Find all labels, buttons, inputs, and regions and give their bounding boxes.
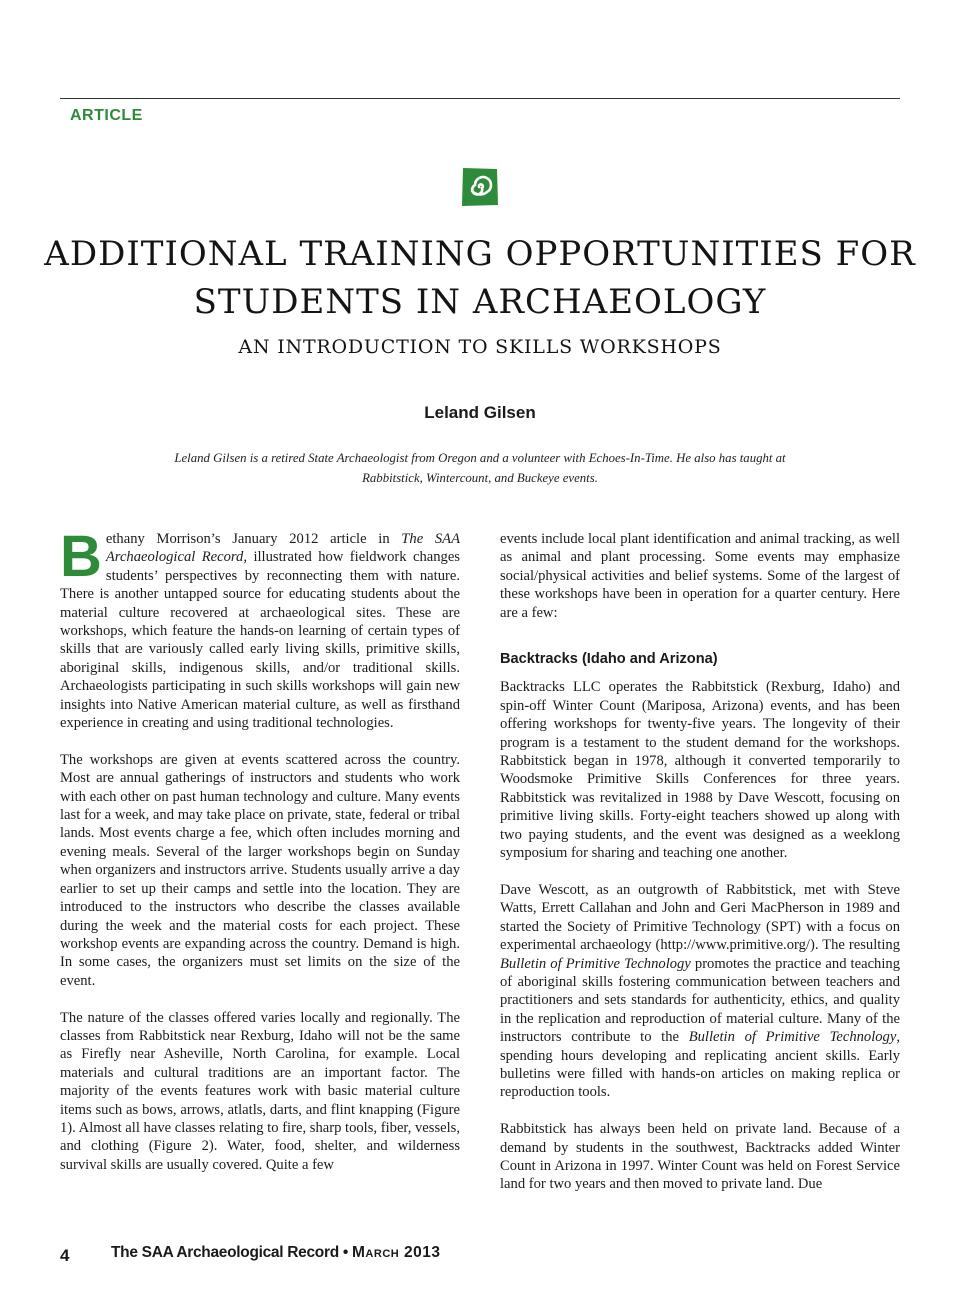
bulletin-title: Bulletin of Primitive Technology xyxy=(500,955,691,972)
paragraph-7: Rabbitstick has always been held on private land. Because of a demand by students in the southwest, Backtracks added Winter Count in Arizona in 1997. Winter Count was held on Forest Service land for two years and then moved to private land. Due xyxy=(500,1121,900,1193)
bulletin-title: Bulletin of Primitive Technology xyxy=(688,1029,897,1046)
footer-separator: • xyxy=(338,1244,353,1261)
article-subtitle: AN INTRODUCTION TO SKILLS WORKSHOPS xyxy=(238,336,722,358)
paragraph-4: events include local plant identification and animal tracking, as well as animal and plant processing. Some events may emphasize social/physical activities and belief systems. Some of the largest of these workshops have been in operation for a quarter century. Here are a few: xyxy=(500,531,900,621)
drop-cap: B xyxy=(60,524,102,589)
journal-title: The SAA Archaeological Record xyxy=(105,531,460,566)
paragraph-6: Dave Wescott, as an outgrowth of Rabbitstick, met with Steve Watts, Errett Callahan and John and Geri MacPherson in 1989 and started the Society of Primitive Technology (SPT) with a focus on experimental archaeology (http://www.primitive.org/). The resulting Bulletin of Primitive Technology promotes the practice and teaching of aboriginal skills fostering communication between teachers and practitioners and sets standards for authenticity, ethics, and quality in the replication and reproduction of material culture. Many of the instructors contribute to the Bulletin of Primitive Technology, spending hours developing and replicating ancient skills. Early bulletins were filled with hands-on articles on making replica or reproduction tools. xyxy=(500,881,900,1101)
article-title xyxy=(0,230,960,326)
spiral-icon xyxy=(460,166,500,208)
paragraph-1: Bethany Morrison’s January 2012 article in The SAA Archaeological Record, illustrated how fieldwork changes students’ perspectives by reconnecting them with nature. There is another untapped source for educating students about the material culture recovered at archaeological sites. These are workshops, which feature the hands-on learning of certain types of skills that are variously called early living skills, primitive skills, aboriginal skills, indigenous skills, and/or traditional skills. Archaeologists participating in such skills workshops will gain new insights into Native American material culture, as well as firsthand experience in creating and using traditional technologies. xyxy=(60,524,460,732)
publication-name: The SAA Archaeological Record xyxy=(111,1244,339,1261)
header-rule xyxy=(60,98,900,99)
left-column xyxy=(60,524,460,1193)
page-number: 4 xyxy=(60,1246,70,1265)
section-heading: Backtracks (Idaho and Arizona) xyxy=(500,651,718,668)
author-bio: Leland Gilsen is a retired State Archaeologist from Oregon and a volunteer with Echoes-In-Time. He also has taught at Rabbitstick, Wintercount, and Buckeye events. xyxy=(174,451,786,485)
paragraph-2: The workshops are given at events scattered across the country. Most are annual gatherings of instructors and students who work with each other on past human technology and culture. Many events last for a week, and may take place on private, state, federal or tribal lands. Most events charge a fee, which often includes morning and evening meals. Several of the larger workshops begin on Sunday when organizers and instructors arrive. Students usually arrive a day earlier to set up their camps and settle into the location. They are introduced to the instructors who describe the classes available during the week and the material costs for each project. These workshop events are expanding across the country. Demand is high. In some cases, the organizers must set limits on the size of the event. xyxy=(60,751,460,989)
paragraph-3: The nature of the classes offered varies locally and regionally. The classes from Rabbitstick near Rexburg, Idaho will not be the same as Firefly near Asheville, North Carolina, for example. Local materials and cultural traditions are an important factor. The majority of the events features work with basic material culture items such as bows, arrows, atlatls, darts, and flint knapping (Figure 1). Almost all have classes relating to fire, sharp tools, fiber, vessels, and clothing (Figure 2). Water, food, shelter, and wilderness survival skills are usually covered. Quite a few xyxy=(60,1009,460,1173)
title-line-1: ADDITIONAL TRAINING OPPORTUNITIES FOR xyxy=(44,234,916,274)
right-column xyxy=(500,530,900,1212)
footer-publication xyxy=(111,1244,441,1262)
author-name: Leland Gilsen xyxy=(424,403,536,422)
section-label: ARTICLE xyxy=(70,107,143,124)
title-line-2: STUDENTS IN ARCHAEOLOGY xyxy=(193,282,767,322)
paragraph-5: Backtracks LLC operates the Rabbitstick (Rexburg, Idaho) and spin-off Winter Count (Mariposa, Arizona) events, and has been offering workshops for twenty-five years. The longevity of their program is a testament to the student demand for the workshops. Rabbitstick began in 1978, although it converted temporarily to Woodsmoke Primitive Skills Conferences for three years. Rabbitstick was revitalized in 1988 by Dave Wescott, focusing on primitive living skills. Forty-eight teachers showed up along with two paying students, and the event was designed as a weeklong symposium for sharing and teaching one another. xyxy=(500,679,900,862)
issue-date: March 2013 xyxy=(352,1244,441,1261)
